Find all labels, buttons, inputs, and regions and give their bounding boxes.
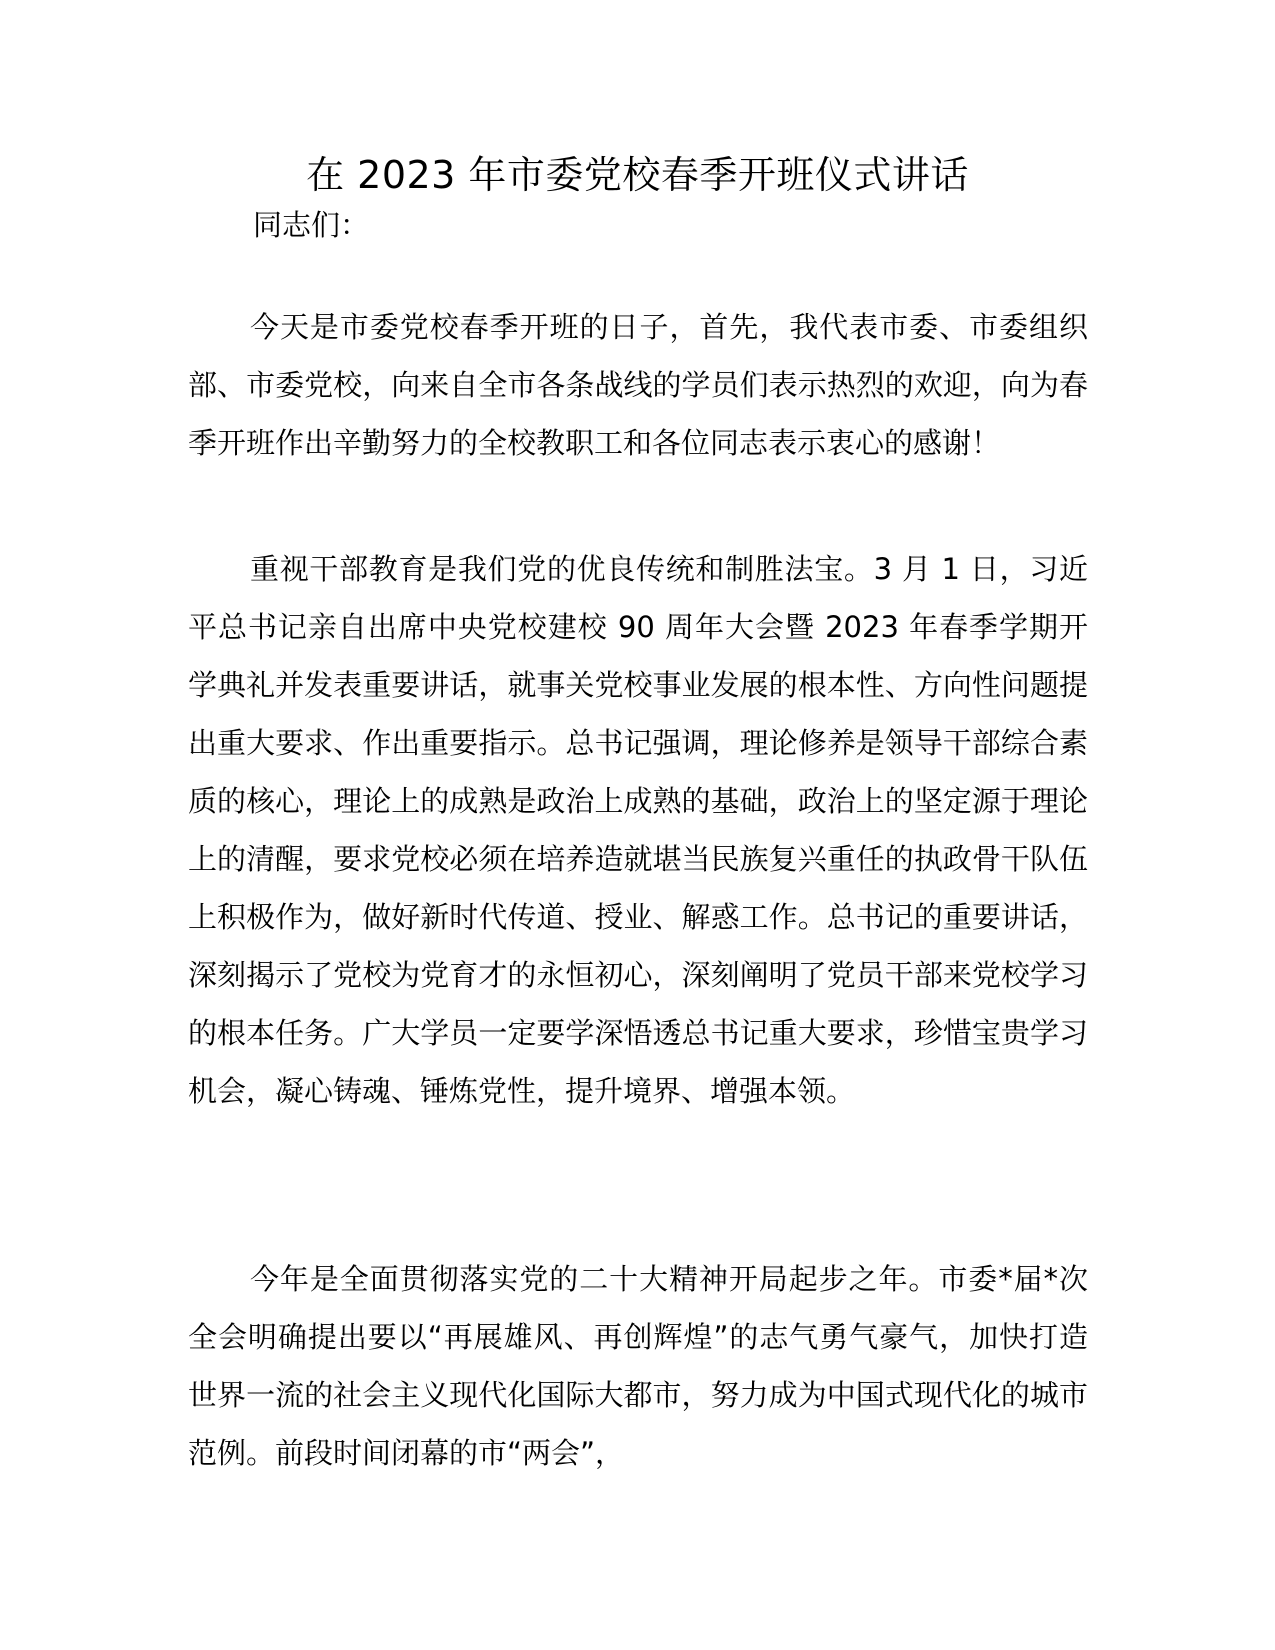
paragraph-3: 今年是全面贯彻落实党的二十大精神开局起步之年。市委*届*次全会明确提出要以“再展雄风、再创辉煌”的志气勇气豪气，加快打造世界一流的社会主义现代化国际大都市，努力成为中国式现代化的城市范例。前段时间闭幕的市“两会”，	[188, 1262, 1088, 1470]
paragraph-1: 今天是市委党校春季开班的日子，首先，我代表市委、市委组织部、市委党校，向来自全市各条战线的学员们表示热烈的欢迎，向为春季开班作出辛勤努力的全校教职工和各位同志表示衷心的感谢！	[188, 310, 1088, 460]
document-title: 在 2023 年市委党校春季开班仪式讲话	[306, 153, 969, 197]
salutation: 同志们：	[253, 208, 370, 242]
paragraph-2: 重视干部教育是我们党的优良传统和制胜法宝。3 月 1 日，习近平总书记亲自出席中央党校建校 90 周年大会暨 2023 年春季学期开学典礼并发表重要讲话，就事关党校事业发展的根本性、方向性问题提出重大要求、作出重要指示。总书记强调，理论修养是领导干部综合素质的核心，理论上的成熟是政治上成熟的基础，政治上的坚定源于理论上的清醒，要求党校必须在培养造就堪当民族复兴重任的执政骨干队伍上积极作为，做好新时代传道、授业、解惑工作。总书记的重要讲话，深刻揭示了党校为党育才的永恒初心，深刻阐明了党员干部来党校学习的根本任务。广大学员一定要学深悟透总书记重大要求，珍惜宝贵学习机会，凝心铸魂、锤炼党性，提升境界、增强本领。	[188, 552, 1088, 1108]
